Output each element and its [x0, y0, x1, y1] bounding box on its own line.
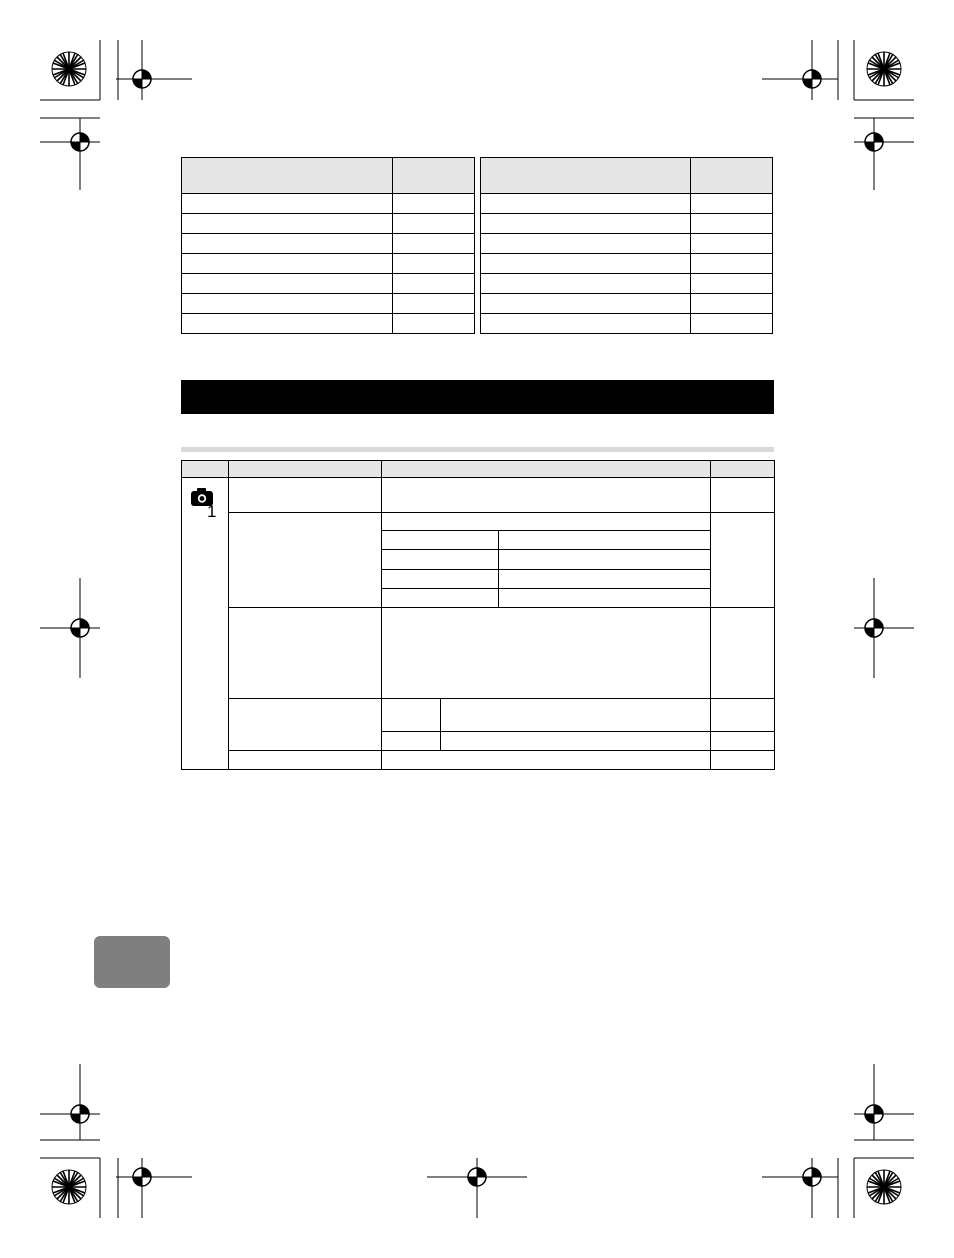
column-header — [393, 158, 475, 194]
table-cell — [182, 234, 393, 254]
table-row — [182, 254, 475, 274]
table-row — [481, 234, 773, 254]
table-row — [481, 314, 773, 334]
menu-table-grid — [181, 460, 775, 770]
table-cell — [691, 274, 773, 294]
table-cell — [481, 234, 691, 254]
table-cell — [691, 314, 773, 334]
table-cell — [691, 194, 773, 214]
table-row — [182, 214, 475, 234]
table-cell — [393, 234, 475, 254]
table-row — [481, 254, 773, 274]
table-cell — [393, 194, 475, 214]
table-cell — [481, 294, 691, 314]
table-cell — [182, 274, 393, 294]
table-cell — [182, 294, 393, 314]
table-row — [182, 294, 475, 314]
section-heading-banner — [181, 380, 774, 414]
column-header — [691, 158, 773, 194]
table-cell — [393, 254, 475, 274]
table-header-row — [481, 158, 773, 194]
table-cell — [393, 314, 475, 334]
table-row — [481, 294, 773, 314]
table-cell — [182, 314, 393, 334]
table-row — [182, 194, 475, 214]
table-row — [481, 214, 773, 234]
table-row — [182, 274, 475, 294]
menu-table-header-fill — [182, 461, 775, 478]
table-cell — [691, 234, 773, 254]
column-header — [481, 158, 691, 194]
table-cell — [691, 294, 773, 314]
table-row — [481, 194, 773, 214]
table-cell — [393, 294, 475, 314]
table-cell — [691, 254, 773, 274]
table-cell — [182, 254, 393, 274]
table-cell — [393, 274, 475, 294]
table-row — [182, 234, 475, 254]
table-cell — [481, 274, 691, 294]
table-cell — [481, 214, 691, 234]
camera-1-icon — [190, 486, 220, 518]
table-cell — [182, 214, 393, 234]
menu-table — [181, 460, 775, 771]
table-cell — [393, 214, 475, 234]
section-thumb-tab — [94, 936, 170, 988]
table-cell — [481, 314, 691, 334]
table-cell — [182, 194, 393, 214]
table-row — [481, 274, 773, 294]
top-left-table — [181, 157, 475, 334]
subsection-divider — [181, 447, 774, 452]
table-header-row — [182, 158, 475, 194]
table-cell — [481, 254, 691, 274]
camera-tab-number: 1 — [207, 502, 217, 518]
column-header — [182, 158, 393, 194]
table-cell — [481, 194, 691, 214]
table-cell — [691, 214, 773, 234]
table-row — [182, 314, 475, 334]
top-right-table — [480, 157, 773, 334]
